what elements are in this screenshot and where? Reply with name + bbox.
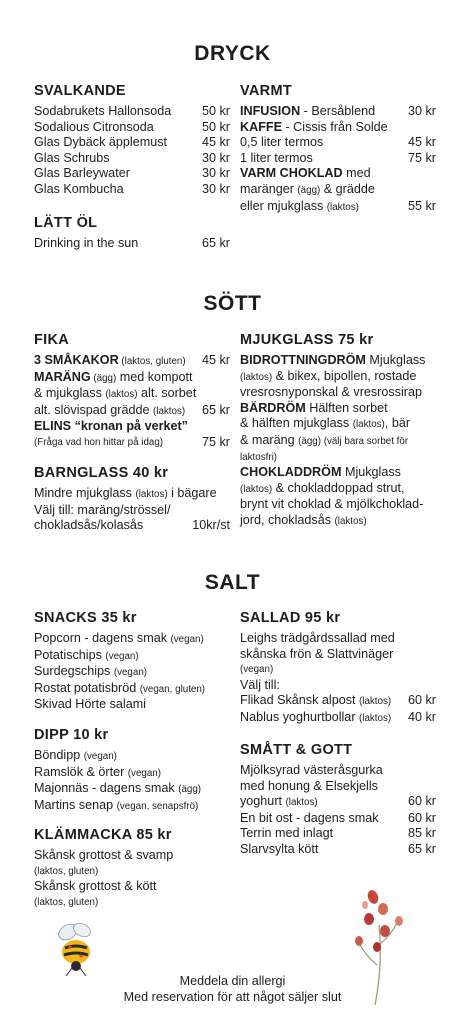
menu-item: 1 liter termos 75 kr: [240, 150, 436, 165]
fika-section: FIKA 3 SMÅKAKOR (laktos, gluten) 45 kr MARÄNG (ägg) med kompott & mjukglass (laktos) alt. sorbet alt. slövispad grädde (laktos) 65 kr ELINS “kronan på verket” (Fråga vad hon hittar på idag) 75 kr: [34, 332, 230, 449]
list-item: Surdegschips (vegan): [34, 664, 148, 679]
menu-item: En bit ost - dagens smak 60 kr: [240, 810, 436, 825]
latt-ol-heading: LÄTT ÖL: [34, 215, 98, 231]
menu-item: Nablus yoghurtbollar (laktos) 40 kr: [240, 709, 436, 724]
menu-item: KAFFE - Cissis från Solde: [240, 119, 388, 134]
menu-item: Glas Kombucha 30 kr: [34, 181, 230, 196]
list-item: Böndipp (vegan): [34, 748, 117, 762]
section-title-dryck: DRYCK: [194, 42, 271, 65]
smatt-gott-heading: SMÅTT & GOTT: [240, 742, 353, 758]
menu-item: Glas Dybäck äpplemust 45 kr: [34, 135, 230, 150]
menu-item: MARÄNG (ägg) med kompott: [34, 369, 193, 384]
svalkande-heading: SVALKANDE: [34, 83, 126, 99]
reservation-note: Med reservation för att något säljer slut: [123, 989, 342, 1004]
list-item: Majonnäs - dagens smak (ägg): [34, 781, 202, 796]
list-item: Popcorn - dagens smak (vegan): [34, 631, 204, 645]
varmt-section: VARMT INFUSION - Bersåblend 30 kr KAFFE - Cissis från Solde 0,5 liter termos 45 kr 1 liter termos 75 kr VARM CHOKLAD med maränger (ägg) & grädde eller mjukglass (laktos) 55 kr: [240, 83, 436, 213]
snacks-section: [34, 609, 230, 713]
menu-item: Sodalious Citronsoda 50 kr: [34, 119, 230, 134]
list-item: Potatischips (vegan): [34, 647, 139, 662]
menu-item: ELINS “kronan på verket”: [34, 419, 188, 434]
menu-item: INFUSION - Bersåblend 30 kr: [240, 104, 436, 118]
footer: [0, 974, 465, 1005]
section-title-sott: SÖTT: [203, 292, 262, 315]
list-item: Skånsk grottost & kött: [34, 879, 157, 894]
menu-item: Glas Barleywater 30 kr: [34, 166, 230, 181]
list-item: Ramslök & örter (vegan): [34, 764, 161, 779]
bee-icon: [46, 918, 106, 978]
section-title-salt: SALT: [204, 571, 261, 594]
menu-item: Sodabrukets Hallonsoda 50 kr: [34, 104, 230, 118]
menu-item: Slarvsylta kött 65 kr: [240, 841, 436, 856]
barnglass-section: BARNGLASS 40 kr Mindre mjukglass (laktos) i bägare Välj till: maräng/strössel/ chokladsås/kolasås 10kr/st: [34, 465, 230, 533]
menu-item: VARM CHOKLAD med: [240, 166, 371, 181]
klammacka-heading: KLÄMMACKA 85 kr: [34, 827, 172, 843]
menu-item: BÄRDRÖM Hälften sorbet: [240, 400, 388, 415]
menu-item: Flikad Skånsk alpost (laktos) 60 kr: [240, 693, 436, 708]
menu-item: CHOKLADDRÖM Mjukglass: [240, 465, 401, 480]
svalkande-section: [34, 82, 230, 198]
dipp-heading: DIPP 10 kr: [34, 727, 109, 743]
barnglass-heading: BARNGLASS 40 kr: [34, 465, 169, 481]
latt-ol-section: [34, 214, 230, 252]
svalkande-list: [34, 104, 230, 198]
menu-item: BIDROTTNINGDRÖM Mjukglass: [240, 353, 426, 367]
mjukglass-heading: MJUKGLASS 75 kr: [240, 332, 374, 348]
sallad-section: SALLAD 95 kr Leighs trädgårdssallad med skånska frön & Slattvinäger (vegan) Välj till: Flikad Skånsk alpost (laktos) 60 kr Nablus yoghurtbollar (laktos) 40 kr: [240, 609, 436, 727]
fika-heading: FIKA: [34, 332, 70, 348]
menu-item: 3 SMÅKAKOR (laktos, gluten) 45 kr: [34, 353, 230, 367]
snacks-heading: SNACKS 35 kr: [34, 610, 137, 626]
varmt-heading: VARMT: [240, 83, 292, 99]
smatt-gott-section: SMÅTT & GOTT Mjölksyrad västeråsgurka med honung & Elsekjells yoghurt (laktos) 60 kr En bit ost - dagens smak 60 kr Terrin med inlagt 85 kr Slarvsylta kött 65 kr: [240, 742, 436, 856]
list-item: Rostat potatisbröd (vegan, gluten): [34, 680, 206, 695]
menu-item: Terrin med inlagt 85 kr: [240, 826, 436, 841]
menu-item: 0,5 liter termos 45 kr: [240, 135, 436, 150]
klammacka-section: KLÄMMACKA 85 kr Skånsk grottost & svamp (laktos, gluten) Skånsk grottost & kött (laktos, gluten): [34, 826, 230, 910]
allergy-note: Meddela din allergi: [179, 974, 286, 988]
sallad-heading: SALLAD 95 kr: [240, 610, 341, 626]
menu-item: yoghurt (laktos) 60 kr: [240, 794, 436, 809]
menu-item: Glas Schrubs 30 kr: [34, 150, 230, 165]
list-item: Skånsk grottost & svamp: [34, 848, 174, 862]
menu-item: Drinking in the sun 65 kr: [34, 236, 230, 250]
list-item: Martins senap (vegan, senapsfrö): [34, 797, 199, 812]
mjukglass-section: MJUKGLASS 75 kr BIDROTTNINGDRÖM Mjukglass (laktos) & bikex, bipollen, rostade vresrosnyponskal & vresrossirap BÄRDRÖM Hälften sorbet & hälften mjukglass (laktos), bär & maräng (ägg) (välj bara sorbet för laktosfri) CHOKLADDRÖM Mjukglass (laktos) & chokladdoppad strut, brynt vit choklad & mjölkchoklad- jord, chokladsås (laktos): [240, 331, 436, 530]
dipp-section: [34, 726, 230, 814]
list-item: Skivad Hörte salami: [34, 697, 146, 712]
